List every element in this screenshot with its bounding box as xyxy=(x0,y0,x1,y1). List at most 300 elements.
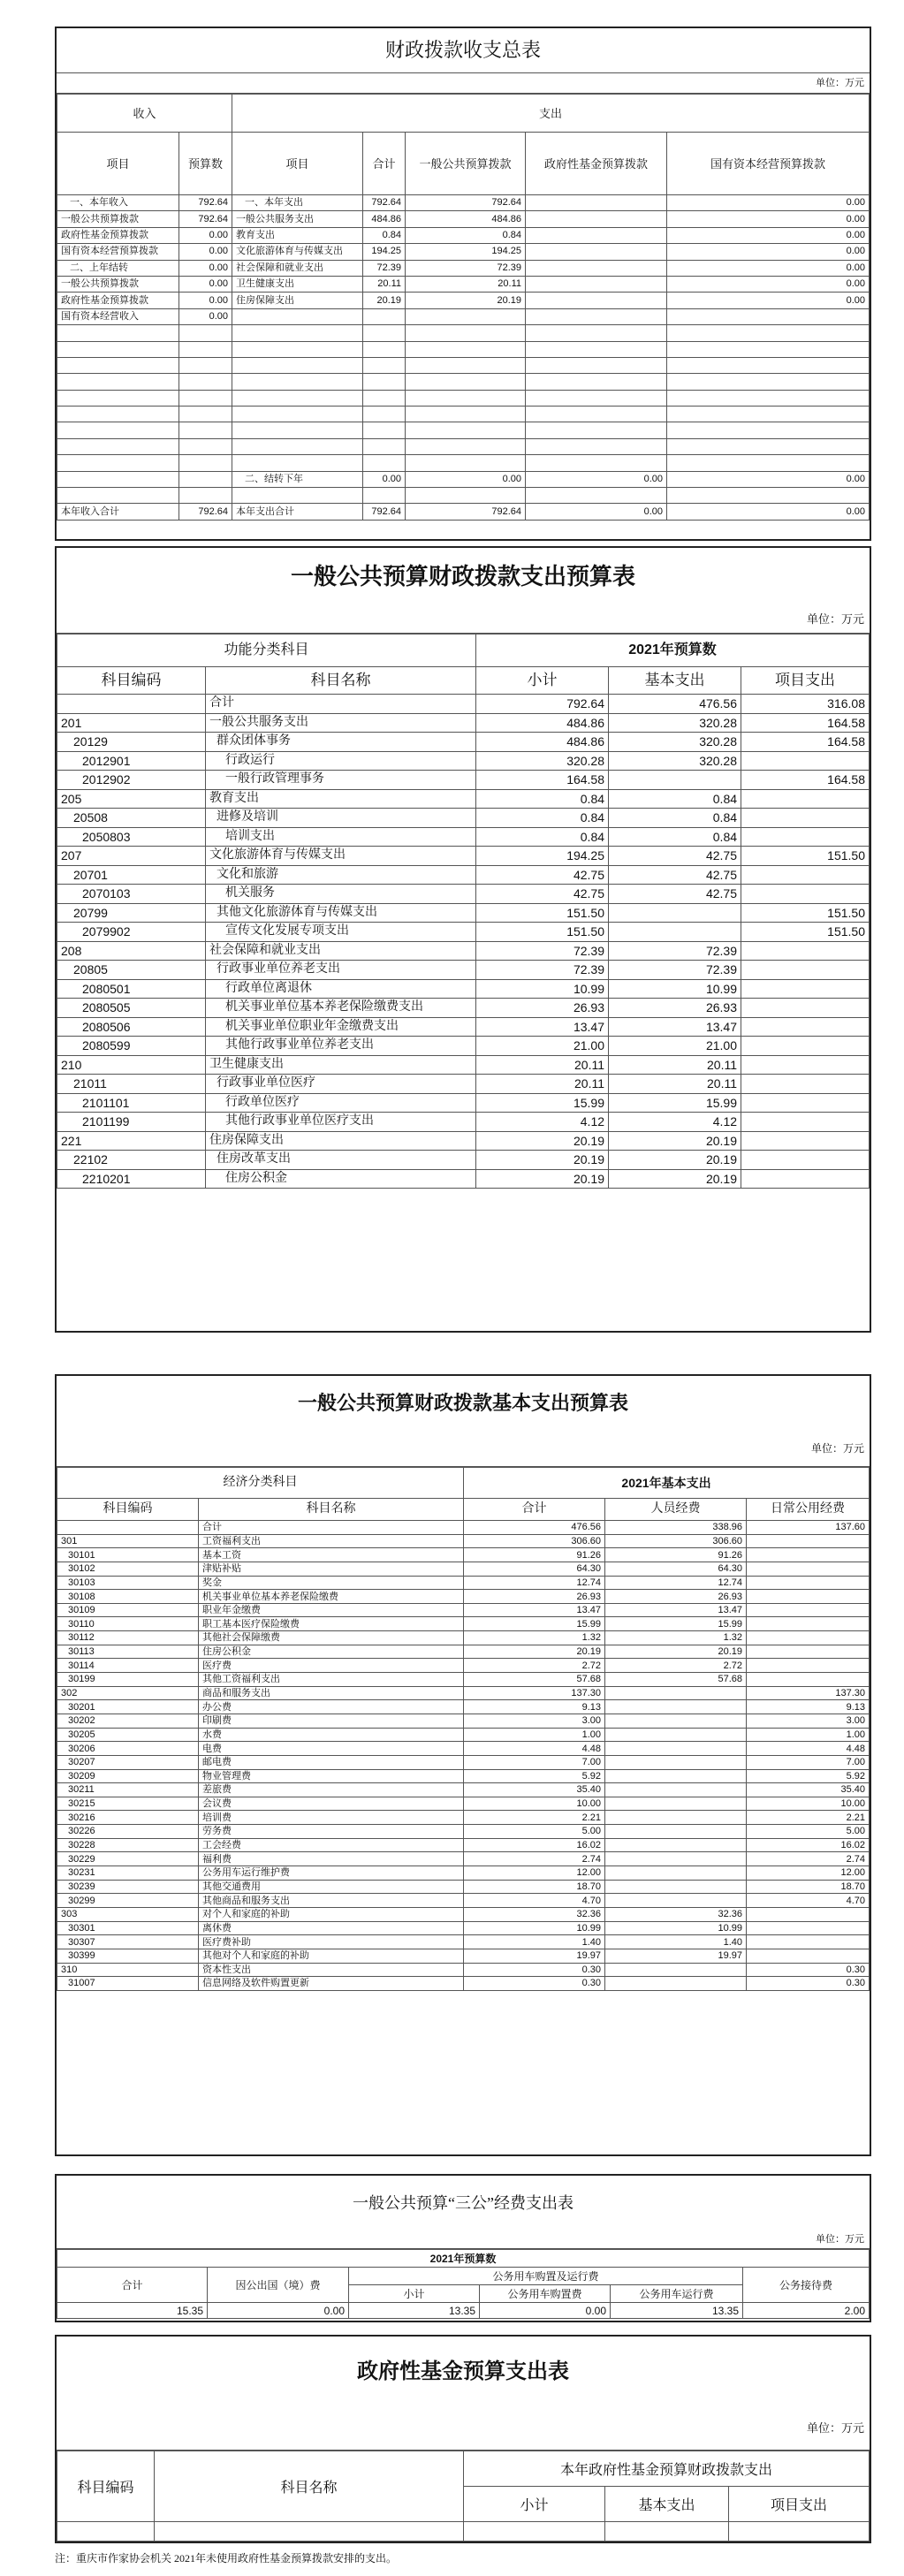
subject-name: 离休费 xyxy=(199,1921,464,1935)
value-public: 18.70 xyxy=(747,1880,870,1894)
income-budget: 0.00 xyxy=(179,244,232,260)
col-subtotal: 小计 xyxy=(476,667,609,695)
value-subtotal: 20.11 xyxy=(476,1075,609,1094)
value-subtotal: 4.12 xyxy=(476,1113,609,1132)
income-item: 本年收入合计 xyxy=(57,504,179,520)
expense-item xyxy=(232,455,363,471)
income-item xyxy=(57,422,179,438)
col-car-group: 公务用车购置及运行费 xyxy=(349,2268,743,2285)
income-item: 国有资本经营收入 xyxy=(57,308,179,324)
value-staff xyxy=(605,1811,747,1825)
col-code: 科目编码 xyxy=(57,667,206,695)
col-basic: 基本支出 xyxy=(605,2487,729,2522)
subject-code: 30199 xyxy=(57,1673,199,1687)
value-subtotal: 0.84 xyxy=(476,827,609,847)
table-row xyxy=(57,1852,870,1866)
value-total: 18.70 xyxy=(464,1880,605,1894)
subject-code: 30209 xyxy=(57,1769,199,1783)
table-row xyxy=(57,1921,870,1935)
table-row xyxy=(57,276,870,292)
subject-code: 30109 xyxy=(57,1603,199,1617)
table-row xyxy=(57,1894,870,1908)
subject-code: 210 xyxy=(57,1055,206,1075)
value-project xyxy=(741,1037,870,1056)
value-total: 1.00 xyxy=(464,1728,605,1742)
income-budget xyxy=(179,374,232,390)
subject-name: 职业年金缴费 xyxy=(199,1603,464,1617)
subject-code: 30229 xyxy=(57,1852,199,1866)
value-subtotal: 151.50 xyxy=(476,903,609,923)
value-staff xyxy=(605,1714,747,1728)
expense-fund xyxy=(526,195,667,211)
expense-soe xyxy=(667,341,870,357)
subject-code: 30231 xyxy=(57,1866,199,1881)
income-item xyxy=(57,325,179,341)
table-row xyxy=(57,455,870,471)
value-staff xyxy=(605,1852,747,1866)
table-row xyxy=(57,1590,870,1604)
expense-general: 792.64 xyxy=(406,195,526,211)
income-item: 政府性基金预算拨款 xyxy=(57,293,179,308)
value-total: 4.70 xyxy=(464,1894,605,1908)
value-total: 12.00 xyxy=(464,1866,605,1881)
income-item xyxy=(57,357,179,373)
table-row xyxy=(57,1017,870,1037)
basic-table xyxy=(57,1467,870,1991)
income-budget xyxy=(179,471,232,487)
value-staff xyxy=(605,1755,747,1769)
expense-header: 支出 xyxy=(232,95,870,133)
expense-soe: 0.00 xyxy=(667,244,870,260)
value-basic: 0.84 xyxy=(609,809,741,828)
table-row xyxy=(57,244,870,260)
value-total: 15.35 xyxy=(57,2303,208,2319)
income-item xyxy=(57,488,179,504)
table-row xyxy=(57,713,870,733)
col-basic: 基本支出 xyxy=(609,667,741,695)
expense-soe: 0.00 xyxy=(667,293,870,308)
value-basic xyxy=(609,903,741,923)
col-code: 科目编码 xyxy=(57,1499,199,1521)
subject-name: 印刷费 xyxy=(199,1714,464,1728)
subject-name: 劳务费 xyxy=(199,1825,464,1839)
table-row xyxy=(57,1093,870,1113)
value-public: 0.30 xyxy=(747,1977,870,1991)
value-staff xyxy=(605,1977,747,1991)
value-total: 2.21 xyxy=(464,1811,605,1825)
expense-fund: 0.00 xyxy=(526,471,667,487)
expense-general: 20.19 xyxy=(406,293,526,308)
value-total: 12.74 xyxy=(464,1576,605,1590)
table-row xyxy=(57,1742,870,1756)
subject-code: 2070103 xyxy=(57,885,206,904)
expense-item xyxy=(232,325,363,341)
table-row xyxy=(57,1907,870,1921)
table-row xyxy=(57,357,870,373)
value-subtotal: 20.19 xyxy=(476,1169,609,1189)
table-row xyxy=(57,979,870,999)
value-staff: 1.32 xyxy=(605,1631,747,1645)
three-public-table xyxy=(57,2249,870,2319)
value-project xyxy=(741,1151,870,1170)
unit-label: 单位：万元 xyxy=(57,1431,870,1467)
value-basic xyxy=(609,771,741,790)
value-project: 151.50 xyxy=(741,847,870,866)
expense-total: 20.19 xyxy=(363,293,406,308)
subject-name: 机关事业单位基本养老保险缴费 xyxy=(199,1590,464,1604)
expense-fund xyxy=(526,244,667,260)
expense-total: 0.00 xyxy=(363,471,406,487)
expense-total xyxy=(363,488,406,504)
value-staff: 1.40 xyxy=(605,1935,747,1949)
expense-soe: 0.00 xyxy=(667,504,870,520)
value-project xyxy=(741,809,870,828)
expense-fund xyxy=(526,438,667,454)
subject-code: 30101 xyxy=(57,1548,199,1562)
subject-name: 奖金 xyxy=(199,1576,464,1590)
subject-code: 2210201 xyxy=(57,1169,206,1189)
expense-fund xyxy=(526,488,667,504)
table-row xyxy=(57,1617,870,1631)
subject-name: 医疗费补助 xyxy=(199,1935,464,1949)
expense-total xyxy=(363,308,406,324)
table-row xyxy=(57,488,870,504)
income-item xyxy=(57,455,179,471)
table-row xyxy=(57,771,870,790)
subject-name: 工资福利支出 xyxy=(199,1534,464,1548)
expense-total xyxy=(363,390,406,406)
unit-label: 单位：万元 xyxy=(57,2407,870,2451)
table-row xyxy=(57,1534,870,1548)
subject-name: 行政单位离退休 xyxy=(206,979,476,999)
value-staff xyxy=(605,1838,747,1852)
table-row xyxy=(57,1728,870,1742)
value-staff: 306.60 xyxy=(605,1534,747,1548)
subject-name: 职工基本医疗保险缴费 xyxy=(199,1617,464,1631)
expense-fund xyxy=(526,211,667,227)
table-row xyxy=(57,1037,870,1056)
value-basic: 42.75 xyxy=(609,885,741,904)
value-total: 137.30 xyxy=(464,1686,605,1700)
value-project xyxy=(741,1093,870,1113)
value-basic: 13.47 xyxy=(609,1017,741,1037)
value-project xyxy=(741,789,870,809)
income-item: 二、上年结转 xyxy=(57,260,179,276)
table-row xyxy=(57,325,870,341)
table-row xyxy=(57,733,870,752)
subject-code: 208 xyxy=(57,941,206,961)
income-budget xyxy=(179,488,232,504)
subject-name: 物业管理费 xyxy=(199,1769,464,1783)
table-title: 一般公共预算财政拨款基本支出预算表 xyxy=(297,1392,628,1414)
value-basic: 26.93 xyxy=(609,999,741,1018)
expense-item xyxy=(232,341,363,357)
income-item xyxy=(57,438,179,454)
subject-code: 30399 xyxy=(57,1949,199,1963)
value-public: 2.74 xyxy=(747,1852,870,1866)
value-staff xyxy=(605,1686,747,1700)
value-total: 1.40 xyxy=(464,1935,605,1949)
value-staff: 15.99 xyxy=(605,1617,747,1631)
subject-name: 机关服务 xyxy=(206,885,476,904)
subject-code xyxy=(57,695,206,714)
col-name: 科目名称 xyxy=(155,2451,464,2522)
table-row xyxy=(57,438,870,454)
subject-name: 工会经费 xyxy=(199,1838,464,1852)
expense-total xyxy=(363,374,406,390)
subject-name: 其他交通费用 xyxy=(199,1880,464,1894)
value-basic: 20.19 xyxy=(609,1169,741,1189)
subject-code: 30112 xyxy=(57,1631,199,1645)
income-budget: 792.64 xyxy=(179,195,232,211)
subject-name: 卫生健康支出 xyxy=(206,1055,476,1075)
subject-name: 基本工资 xyxy=(199,1548,464,1562)
table-row xyxy=(57,941,870,961)
subject-name: 住房改革支出 xyxy=(206,1151,476,1170)
expense-soe xyxy=(667,390,870,406)
table-row xyxy=(57,1151,870,1170)
table-row xyxy=(57,1783,870,1797)
subject-code: 30226 xyxy=(57,1825,199,1839)
value-total: 2.74 xyxy=(464,1852,605,1866)
subject-code: 20129 xyxy=(57,733,206,752)
value-basic xyxy=(609,923,741,942)
expense-total xyxy=(363,438,406,454)
table-row xyxy=(57,390,870,406)
subject-name: 商品和服务支出 xyxy=(199,1686,464,1700)
table-row xyxy=(57,1075,870,1094)
income-item xyxy=(57,471,179,487)
expense-total: 194.25 xyxy=(363,244,406,260)
subject-name: 其他社会保障缴费 xyxy=(199,1631,464,1645)
expense-general: 0.84 xyxy=(406,227,526,243)
subject-name: 行政事业单位养老支出 xyxy=(206,961,476,980)
subject-name: 机关事业单位基本养老保险缴费支出 xyxy=(206,999,476,1018)
value-public xyxy=(747,1590,870,1604)
economic-category-header: 经济分类科目 xyxy=(57,1468,464,1499)
value-total: 306.60 xyxy=(464,1534,605,1548)
value-basic: 320.28 xyxy=(609,713,741,733)
income-budget: 0.00 xyxy=(179,276,232,292)
subject-name: 其他文化旅游体育与传媒支出 xyxy=(206,903,476,923)
expense-fund xyxy=(526,455,667,471)
value-abroad: 0.00 xyxy=(208,2303,349,2319)
subject-code: 30110 xyxy=(57,1617,199,1631)
value-public: 2.21 xyxy=(747,1811,870,1825)
expense-item: 一、本年支出 xyxy=(232,195,363,211)
value-public xyxy=(747,1548,870,1562)
value-total: 32.36 xyxy=(464,1907,605,1921)
value-subtotal: 26.93 xyxy=(476,999,609,1018)
expense-total: 0.84 xyxy=(363,227,406,243)
col-car-subtotal: 小计 xyxy=(349,2285,480,2303)
table-row xyxy=(57,1825,870,1839)
col-staff: 人员经费 xyxy=(605,1499,747,1521)
subject-name: 其他工资福利支出 xyxy=(199,1673,464,1687)
col-total: 合计 xyxy=(464,1499,605,1521)
table-row xyxy=(57,471,870,487)
expense-item xyxy=(232,308,363,324)
value-public: 5.92 xyxy=(747,1769,870,1783)
value-basic: 476.56 xyxy=(609,695,741,714)
value-public xyxy=(747,1673,870,1687)
table-row xyxy=(57,1963,870,1977)
subject-code: 30216 xyxy=(57,1811,199,1825)
subject-name: 一般公共服务支出 xyxy=(206,713,476,733)
table-row xyxy=(57,1521,870,1535)
table-row xyxy=(57,260,870,276)
subject-code: 30205 xyxy=(57,1728,199,1742)
value-staff xyxy=(605,1742,747,1756)
value-public: 10.00 xyxy=(747,1797,870,1811)
expense-soe: 0.00 xyxy=(667,211,870,227)
subject-code: 2080505 xyxy=(57,999,206,1018)
value-subtotal: 20.11 xyxy=(476,1055,609,1075)
expense-item xyxy=(232,407,363,422)
subject-code: 30202 xyxy=(57,1714,199,1728)
table-row xyxy=(57,923,870,942)
income-budget: 0.00 xyxy=(179,308,232,324)
subject-code: 303 xyxy=(57,1907,199,1921)
value-subtotal: 10.99 xyxy=(476,979,609,999)
col-project: 项目支出 xyxy=(729,2487,870,2522)
expense-fund: 0.00 xyxy=(526,504,667,520)
value-total: 15.99 xyxy=(464,1617,605,1631)
value-staff: 12.74 xyxy=(605,1576,747,1590)
subject-name: 其他商品和服务支出 xyxy=(199,1894,464,1908)
subject-name: 培训费 xyxy=(199,1811,464,1825)
value-total: 0.30 xyxy=(464,1977,605,1991)
value-staff xyxy=(605,1797,747,1811)
expense-soe xyxy=(667,407,870,422)
budget-year-header: 2021年预算数 xyxy=(57,2250,870,2268)
subject-name: 电费 xyxy=(199,1742,464,1756)
col-code: 科目编码 xyxy=(57,2451,155,2522)
value-total: 35.40 xyxy=(464,1783,605,1797)
table-title: 一般公共预算“三公”经费支出表 xyxy=(353,2194,574,2212)
value-basic: 4.12 xyxy=(609,1113,741,1132)
subject-code: 30239 xyxy=(57,1880,199,1894)
value-basic: 42.75 xyxy=(609,865,741,885)
expense-soe xyxy=(667,357,870,373)
expense-fund xyxy=(526,374,667,390)
value-project xyxy=(741,941,870,961)
value-subtotal: 0.84 xyxy=(476,789,609,809)
subject-code: 302 xyxy=(57,1686,199,1700)
subject-name: 一般行政管理事务 xyxy=(206,771,476,790)
value-project xyxy=(741,999,870,1018)
revenue-expenditure-summary-table xyxy=(55,27,871,541)
expense-soe xyxy=(667,374,870,390)
value-staff xyxy=(605,1963,747,1977)
value-project xyxy=(741,961,870,980)
expense-item xyxy=(232,488,363,504)
value-subtotal: 42.75 xyxy=(476,885,609,904)
value-public xyxy=(747,1603,870,1617)
col-total: 合计 xyxy=(57,2268,208,2303)
subject-name: 住房公积金 xyxy=(199,1645,464,1659)
value-public xyxy=(747,1921,870,1935)
value-staff xyxy=(605,1783,747,1797)
expense-item: 教育支出 xyxy=(232,227,363,243)
subject-name: 行政运行 xyxy=(206,751,476,771)
value-basic: 320.28 xyxy=(609,751,741,771)
fund-header: 本年政府性基金预算财政拨款支出 xyxy=(464,2451,870,2487)
subject-code: 30108 xyxy=(57,1590,199,1604)
subject-name: 会议费 xyxy=(199,1797,464,1811)
expense-soe xyxy=(667,455,870,471)
income-budget xyxy=(179,407,232,422)
table-row xyxy=(57,1769,870,1783)
expense-general xyxy=(406,374,526,390)
expense-soe xyxy=(667,422,870,438)
value-total: 0.30 xyxy=(464,1963,605,1977)
value-total: 5.92 xyxy=(464,1769,605,1783)
subject-code: 2080599 xyxy=(57,1037,206,1056)
expense-soe: 0.00 xyxy=(667,276,870,292)
subject-name: 办公费 xyxy=(199,1700,464,1714)
col-budget: 预算数 xyxy=(179,133,232,195)
subject-name: 医疗费 xyxy=(199,1659,464,1673)
value-staff xyxy=(605,1825,747,1839)
value-project xyxy=(741,1131,870,1151)
table-row xyxy=(57,195,870,211)
table-row xyxy=(57,1673,870,1687)
expense-fund xyxy=(526,227,667,243)
value-staff xyxy=(605,1700,747,1714)
value-project xyxy=(741,885,870,904)
subject-code: 30215 xyxy=(57,1797,199,1811)
three-public-expenses-table xyxy=(55,2174,871,2322)
table-row xyxy=(57,1714,870,1728)
expense-item: 住房保障支出 xyxy=(232,293,363,308)
table-row xyxy=(57,1548,870,1562)
table-row xyxy=(57,865,870,885)
col-public: 日常公用经费 xyxy=(747,1499,870,1521)
summary-table xyxy=(57,94,870,521)
income-budget: 792.64 xyxy=(179,504,232,520)
income-budget xyxy=(179,341,232,357)
value-subtotal: 792.64 xyxy=(476,695,609,714)
subject-code: 20701 xyxy=(57,865,206,885)
income-budget: 0.00 xyxy=(179,260,232,276)
basic-year-header: 2021年基本支出 xyxy=(464,1468,870,1499)
subject-code: 30307 xyxy=(57,1935,199,1949)
expense-soe: 0.00 xyxy=(667,471,870,487)
subject-code: 2080506 xyxy=(57,1017,206,1037)
col-name: 科目名称 xyxy=(199,1499,464,1521)
table-row xyxy=(57,847,870,866)
value-subtotal: 15.99 xyxy=(476,1093,609,1113)
subject-code: 207 xyxy=(57,847,206,866)
subject-name: 其他对个人和家庭的补助 xyxy=(199,1949,464,1963)
table-row xyxy=(57,1700,870,1714)
subject-code: 310 xyxy=(57,1963,199,1977)
col-car-purchase: 公务用车购置费 xyxy=(480,2285,611,2303)
subject-name: 进修及培训 xyxy=(206,809,476,828)
income-budget xyxy=(179,390,232,406)
income-budget: 792.64 xyxy=(179,211,232,227)
expense-general: 484.86 xyxy=(406,211,526,227)
expense-item: 本年支出合计 xyxy=(232,504,363,520)
table-row xyxy=(57,999,870,1018)
subject-code: 30206 xyxy=(57,1742,199,1756)
table-row xyxy=(57,341,870,357)
value-basic: 20.19 xyxy=(609,1131,741,1151)
unit-label: 单位：万元 xyxy=(57,606,870,634)
table-row xyxy=(57,827,870,847)
expense-general xyxy=(406,390,526,406)
